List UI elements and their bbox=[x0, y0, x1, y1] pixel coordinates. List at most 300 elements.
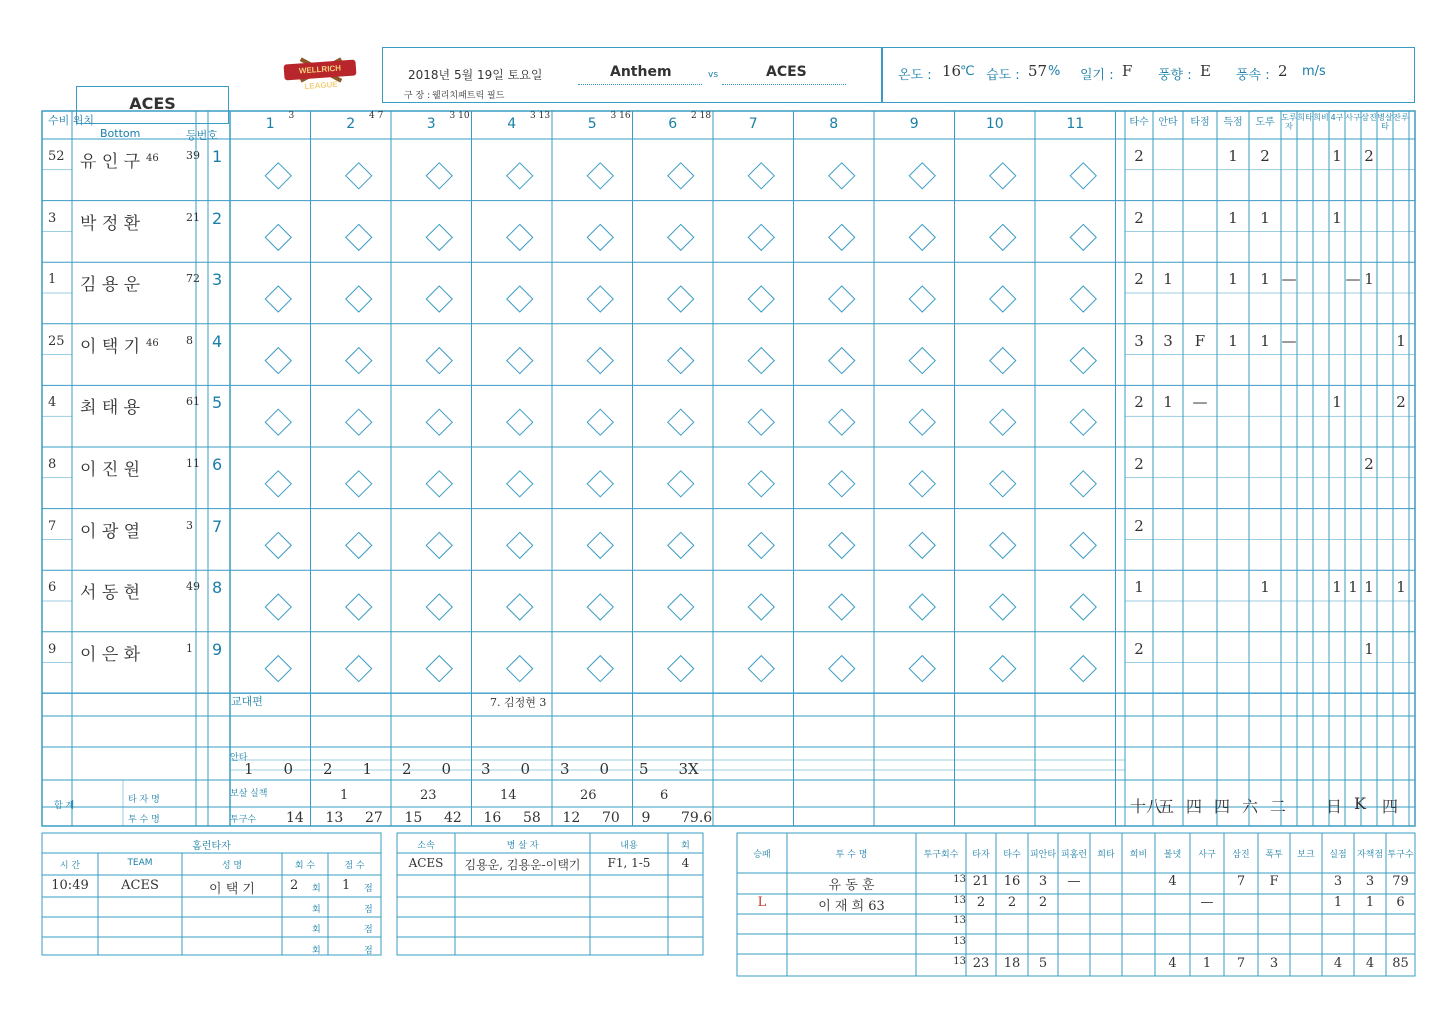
pitching-cell: 23 bbox=[972, 956, 990, 971]
pitchers-label: 투 수 명 bbox=[128, 815, 160, 825]
stat-header: 사구 bbox=[1345, 113, 1361, 122]
total-value: 四 bbox=[1186, 797, 1203, 816]
pitches-label: 투구수 bbox=[230, 815, 257, 825]
total-value: 日 bbox=[1326, 797, 1343, 816]
pitching-col-header: 희타 bbox=[1097, 850, 1115, 860]
base-diamond bbox=[1070, 471, 1096, 497]
hits-value: 0 bbox=[441, 760, 452, 778]
base-diamond bbox=[587, 409, 613, 435]
base-diamond bbox=[507, 224, 533, 250]
inning-header: 5 bbox=[587, 116, 597, 132]
stat-value: 1 bbox=[1332, 393, 1342, 412]
stat-value: 3 bbox=[1163, 331, 1173, 350]
humidity-unit: % bbox=[1048, 64, 1061, 79]
wind-dir-label: 풍향 : bbox=[1158, 68, 1192, 83]
pitching-cell: 3 bbox=[1333, 874, 1343, 889]
stat-header: 타점 bbox=[1190, 117, 1210, 128]
inning-header: 10 bbox=[985, 116, 1004, 132]
pitching-cell: 4 bbox=[1168, 956, 1177, 971]
dp-col-header: 내용 bbox=[620, 841, 638, 851]
stat-value: 1 bbox=[1332, 147, 1342, 165]
pitching-col-header: 볼넷 bbox=[1163, 850, 1182, 860]
pitching-col-header: 자책점 bbox=[1356, 850, 1384, 860]
hits-value: 3X bbox=[678, 760, 699, 778]
base-diamond bbox=[748, 409, 774, 435]
hits-value: 3 bbox=[560, 760, 570, 778]
base-diamond bbox=[748, 532, 774, 558]
stat-value: 1 bbox=[1396, 578, 1406, 597]
player-number: 21 bbox=[186, 210, 200, 224]
stat-value: — bbox=[1281, 270, 1297, 289]
weather-value: F bbox=[1122, 62, 1133, 80]
base-diamond bbox=[346, 224, 372, 250]
stat-header: 4구 bbox=[1330, 113, 1344, 122]
player-extra: 46 bbox=[146, 153, 159, 164]
stat-value: 1 bbox=[1260, 578, 1270, 597]
pitching-cell: 2 bbox=[976, 894, 986, 910]
stat-value: 1 bbox=[1364, 270, 1374, 289]
hr-points: 1 bbox=[342, 878, 351, 893]
pitching-cell: F bbox=[1269, 874, 1279, 889]
base-diamond bbox=[1070, 656, 1096, 682]
hits-value: 2 bbox=[402, 760, 412, 778]
pitching-cell: 3 bbox=[1365, 874, 1375, 889]
base-diamond bbox=[909, 471, 935, 497]
total-value: K bbox=[1354, 794, 1366, 813]
inning-header: 2 bbox=[346, 116, 356, 132]
base-diamond bbox=[426, 409, 452, 435]
stat-value: 1 bbox=[1396, 331, 1406, 350]
vs-label: vs bbox=[708, 70, 719, 80]
stat-value: 2 bbox=[1134, 393, 1144, 412]
stat-value: — bbox=[1281, 331, 1297, 350]
base-diamond bbox=[1070, 532, 1096, 558]
pitching-cell: 1 bbox=[1365, 894, 1375, 910]
base-diamond bbox=[507, 656, 533, 682]
pitching-col-header: 타자 bbox=[972, 850, 990, 860]
player-position: 25 bbox=[48, 333, 65, 349]
player-number: 61 bbox=[186, 395, 200, 409]
inning-header: 6 bbox=[668, 116, 678, 132]
base-diamond bbox=[587, 286, 613, 312]
pitch-count-value: 70 bbox=[602, 810, 620, 826]
home-team: Anthem bbox=[610, 64, 672, 80]
player-number: 3 bbox=[186, 518, 193, 532]
inning-header: 4 bbox=[507, 116, 517, 132]
logo-text: WELLRICH LEAGUE bbox=[284, 60, 357, 81]
player-number: 72 bbox=[186, 272, 200, 286]
hits-label: 안타 bbox=[230, 753, 248, 763]
hr-points-label: 점 bbox=[364, 925, 373, 935]
game-date: 2018년 5월 19일 토요일 bbox=[408, 68, 543, 82]
batting-order: 5 bbox=[212, 393, 223, 413]
stat-header: 삼진 bbox=[1361, 113, 1377, 122]
player-number: 39 bbox=[186, 149, 200, 162]
temp-value: 16 bbox=[942, 62, 962, 80]
base-diamond bbox=[829, 656, 855, 682]
errors-label: 실책 bbox=[250, 789, 268, 799]
inning-mark: 3 16 bbox=[610, 111, 631, 121]
player-name: 유 인 구 bbox=[80, 152, 141, 172]
base-diamond bbox=[426, 594, 452, 620]
total-value: 十八 bbox=[1130, 797, 1163, 816]
base-diamond bbox=[748, 286, 774, 312]
player-name: 이 진 원 bbox=[80, 460, 141, 480]
pitching-col-header: 희비 bbox=[1129, 850, 1148, 860]
pitching-cell: 이 재 희 63 bbox=[818, 898, 885, 914]
hits-value: 1 bbox=[362, 760, 373, 778]
error-value: 6 bbox=[660, 788, 669, 803]
batting-order: 9 bbox=[212, 639, 223, 659]
dp-cell: ACES bbox=[408, 856, 444, 870]
player-name: 이 택 기 bbox=[80, 336, 141, 357]
inning-header: 11 bbox=[1066, 116, 1085, 132]
player-position: 8 bbox=[48, 457, 57, 472]
humidity-value: 57 bbox=[1028, 62, 1048, 80]
stat-value: 1 bbox=[1332, 578, 1342, 597]
pitching-col-header: 투 수 명 bbox=[835, 850, 868, 860]
base-diamond bbox=[426, 224, 452, 250]
base-diamond bbox=[748, 224, 774, 250]
stat-value: 1 bbox=[1260, 208, 1270, 227]
base-diamond bbox=[909, 224, 935, 250]
hr-cell: 이 택 기 bbox=[209, 882, 255, 897]
player-name: 서 동 현 bbox=[80, 583, 141, 604]
pitching-cell: 4 bbox=[1365, 956, 1375, 971]
pitching-cell: 85 bbox=[1392, 956, 1409, 971]
error-value: 23 bbox=[420, 788, 437, 803]
base-diamond bbox=[668, 594, 694, 620]
pitch-count-value: 27 bbox=[365, 810, 383, 826]
base-diamond bbox=[346, 532, 372, 558]
hr-cell: 10:49 bbox=[51, 878, 89, 893]
pitch-count-value: 42 bbox=[444, 810, 462, 826]
wind-speed-value: 2 bbox=[1278, 62, 1288, 80]
inning-mark: 3 13 bbox=[530, 111, 551, 121]
stat-header: 타수 bbox=[1129, 117, 1149, 128]
inning-header: 3 bbox=[426, 116, 436, 132]
base-diamond bbox=[909, 656, 935, 682]
player-name: 김 용 운 bbox=[80, 275, 141, 296]
pitch-count-value: 13 bbox=[325, 810, 344, 826]
player-name: 최 태 용 bbox=[80, 398, 141, 419]
away-team: ACES bbox=[766, 64, 807, 80]
player-position: 1 bbox=[48, 272, 57, 288]
base-diamond bbox=[829, 163, 855, 189]
stat-value: 1 bbox=[1163, 393, 1173, 412]
base-diamond bbox=[990, 286, 1016, 312]
stat-value: 2 bbox=[1134, 147, 1144, 165]
pitching-col-header: 타수 bbox=[1003, 850, 1021, 860]
base-diamond bbox=[346, 471, 372, 497]
pitching-cell: 18 bbox=[1003, 956, 1021, 971]
walks-label: 보살 bbox=[230, 789, 248, 799]
pitching-cell: 3 bbox=[1038, 874, 1048, 889]
base-diamond bbox=[265, 532, 291, 558]
hr-cell: ACES bbox=[121, 878, 159, 893]
stat-value: 1 bbox=[1332, 208, 1342, 227]
hr-col-header: 성 명 bbox=[221, 861, 243, 871]
base-diamond bbox=[909, 409, 935, 435]
total-value: 四 bbox=[1214, 797, 1231, 816]
temp-unit: ℃ bbox=[960, 64, 975, 79]
stat-value: 2 bbox=[1134, 208, 1144, 227]
hr-points-label: 점 bbox=[364, 904, 373, 915]
error-value: 26 bbox=[580, 788, 597, 803]
pitching-cell: 21 bbox=[972, 874, 990, 889]
player-position: 9 bbox=[48, 641, 57, 657]
base-diamond bbox=[1070, 224, 1096, 250]
stat-value: 1 bbox=[1228, 147, 1238, 165]
error-value: 14 bbox=[500, 788, 517, 803]
stat-value: 1 bbox=[1134, 578, 1144, 597]
base-diamond bbox=[829, 348, 855, 374]
stat-value: 1 bbox=[1260, 270, 1270, 289]
total-value: 五 bbox=[1158, 797, 1175, 816]
dp-col-header: 소속 bbox=[417, 841, 435, 851]
hits-value: 0 bbox=[599, 760, 610, 778]
stat-value: 1 bbox=[1228, 208, 1238, 227]
player-number: 8 bbox=[186, 333, 193, 347]
base-diamond bbox=[587, 532, 613, 558]
pitching-cell: 1 bbox=[1333, 894, 1343, 910]
inning-header: 7 bbox=[748, 116, 758, 132]
num-header: 등번호 bbox=[186, 129, 218, 142]
dp-cell: F1, 1-5 bbox=[607, 856, 651, 870]
base-diamond bbox=[426, 163, 452, 189]
inning-mark: 3 bbox=[288, 111, 295, 121]
stat-value: 2 bbox=[1134, 639, 1144, 658]
base-diamond bbox=[507, 348, 533, 374]
temp-label: 온도 : bbox=[898, 68, 932, 83]
pitching-cell: 2 bbox=[1007, 894, 1017, 910]
base-diamond bbox=[346, 594, 372, 620]
inning-header: 9 bbox=[909, 116, 919, 132]
pitching-col-header: 투구수 bbox=[1387, 850, 1414, 860]
stat-value: — bbox=[1345, 270, 1361, 289]
stat-header: 도루자 bbox=[1281, 113, 1297, 131]
pitching-col-header: 승패 bbox=[753, 850, 771, 860]
wind-dir-value: E bbox=[1200, 62, 1211, 80]
pitching-cell: 2 bbox=[1038, 894, 1048, 910]
stat-value: 1 bbox=[1364, 578, 1374, 597]
total-value: 二 bbox=[1270, 797, 1287, 816]
stat-value: 2 bbox=[1364, 455, 1374, 473]
pitching-col-header: 폭투 bbox=[1265, 850, 1283, 860]
venue-name: 웰리치패트릭 필드 bbox=[432, 91, 505, 101]
base-diamond bbox=[587, 656, 613, 682]
base-diamond bbox=[829, 286, 855, 312]
stat-value: 1 bbox=[1228, 270, 1238, 289]
hr-inning-label: 회 bbox=[312, 904, 321, 915]
player-name: 박 정 환 bbox=[80, 213, 141, 234]
stat-value: 2 bbox=[1396, 393, 1406, 412]
base-diamond bbox=[748, 163, 774, 189]
player-extra: 46 bbox=[146, 337, 159, 349]
pitching-col-header: 피안타 bbox=[1029, 850, 1057, 860]
stat-header: 희타 bbox=[1297, 113, 1313, 122]
base-diamond bbox=[587, 348, 613, 374]
batting-order: 3 bbox=[212, 270, 223, 290]
base-diamond bbox=[829, 594, 855, 620]
base-diamond bbox=[1070, 286, 1096, 312]
pitching-col-header: 피홈런 bbox=[1060, 850, 1088, 860]
pitching-cell: 6 bbox=[1396, 894, 1405, 910]
player-number: 1 bbox=[186, 641, 193, 655]
base-diamond bbox=[909, 163, 935, 189]
pitch-count-value: 9 bbox=[641, 810, 651, 826]
pitching-cell: — bbox=[1200, 894, 1214, 910]
batting-grid-frame bbox=[42, 111, 1415, 826]
dp-col-header: 병 살 자 bbox=[506, 841, 539, 851]
base-diamond bbox=[829, 532, 855, 558]
base-diamond bbox=[990, 348, 1016, 374]
pitching-col-header: 보크 bbox=[1297, 850, 1315, 860]
pitching-cell: 7 bbox=[1236, 956, 1246, 971]
inning-header: 8 bbox=[829, 116, 839, 132]
hr-col-header: 점 수 bbox=[344, 861, 365, 871]
base-diamond bbox=[668, 348, 694, 374]
base-diamond bbox=[668, 409, 694, 435]
hr-inning: 2 bbox=[290, 878, 299, 893]
weather-label: 일기 : bbox=[1080, 68, 1114, 83]
pitching-cell: 13 bbox=[953, 935, 966, 947]
hits-value: 2 bbox=[323, 760, 333, 778]
base-diamond bbox=[346, 286, 372, 312]
pitching-cell: 13 bbox=[953, 874, 966, 885]
inning-mark: 4 7 bbox=[369, 111, 384, 121]
base-diamond bbox=[909, 348, 935, 374]
pitching-cell: — bbox=[1067, 874, 1081, 889]
base-diamond bbox=[265, 286, 291, 312]
base-diamond bbox=[668, 656, 694, 682]
base-diamond bbox=[909, 286, 935, 312]
team-name: ACES bbox=[129, 94, 176, 113]
hr-title: 홈런타자 bbox=[192, 841, 231, 852]
base-diamond bbox=[426, 348, 452, 374]
base-diamond bbox=[587, 471, 613, 497]
hits-value: 0 bbox=[283, 760, 294, 778]
hits-value: 0 bbox=[520, 760, 531, 778]
base-diamond bbox=[507, 163, 533, 189]
pitching-cell: 4 bbox=[1168, 874, 1177, 889]
base-diamond bbox=[748, 594, 774, 620]
wind-speed-label: 풍속 : bbox=[1236, 68, 1270, 83]
stat-header: 도루 bbox=[1255, 117, 1275, 128]
pitching-col-header: 삼진 bbox=[1232, 850, 1250, 860]
total-value: 六 bbox=[1242, 797, 1259, 816]
stat-value: 1 bbox=[1348, 578, 1358, 597]
base-diamond bbox=[1070, 348, 1096, 374]
stat-value: 2 bbox=[1134, 270, 1144, 289]
pitching-col-header: 투구회수 bbox=[923, 850, 959, 860]
pitching-cell: 13 bbox=[953, 915, 966, 926]
hr-col-header: TEAM bbox=[127, 858, 153, 868]
batting-order: 7 bbox=[212, 516, 223, 536]
stat-value: 2 bbox=[1260, 147, 1270, 165]
pitching-cell: 16 bbox=[1003, 874, 1021, 889]
stat-header: 잔루 bbox=[1393, 113, 1409, 122]
stat-header: 안타 bbox=[1158, 117, 1178, 128]
base-diamond bbox=[507, 409, 533, 435]
base-diamond bbox=[426, 471, 452, 497]
hits-value: 3 bbox=[481, 760, 491, 778]
hr-inning-label: 회 bbox=[312, 945, 321, 956]
sub-note: 7. 김정현 3 bbox=[490, 696, 547, 709]
base-diamond bbox=[1070, 594, 1096, 620]
base-diamond bbox=[990, 471, 1016, 497]
bottom-label: Bottom bbox=[100, 127, 141, 140]
hits-value: 1 bbox=[244, 760, 254, 778]
hr-points-label: 점 bbox=[364, 884, 373, 894]
base-diamond bbox=[346, 163, 372, 189]
batting-order: 4 bbox=[212, 331, 223, 351]
base-diamond bbox=[668, 224, 694, 250]
base-diamond bbox=[346, 348, 372, 374]
base-diamond bbox=[909, 594, 935, 620]
pitch-count-value: 79.6 bbox=[681, 810, 713, 826]
base-diamond bbox=[426, 532, 452, 558]
pitch-count-value: 14 bbox=[286, 810, 304, 826]
base-diamond bbox=[1070, 409, 1096, 435]
hr-col-header: 시 간 bbox=[59, 861, 81, 871]
sub-label: 교대편 bbox=[231, 695, 263, 708]
pitching-cell: 4 bbox=[1333, 956, 1343, 971]
base-diamond bbox=[990, 409, 1016, 435]
stat-value: 2 bbox=[1134, 455, 1144, 473]
base-diamond bbox=[668, 532, 694, 558]
pitching-cell: 1 bbox=[1202, 956, 1212, 971]
pitching-col-header: 사구 bbox=[1198, 850, 1216, 860]
base-diamond bbox=[748, 471, 774, 497]
base-diamond bbox=[507, 532, 533, 558]
pitch-count-value: 12 bbox=[562, 810, 581, 826]
base-diamond bbox=[990, 224, 1016, 250]
hr-points-label: 점 bbox=[364, 945, 373, 956]
stat-value: 2 bbox=[1364, 147, 1374, 165]
humidity-label: 습도 : bbox=[986, 68, 1020, 83]
dp-cell: 김용운, 김용운-이택기 bbox=[464, 858, 581, 872]
base-diamond bbox=[587, 163, 613, 189]
base-diamond bbox=[990, 594, 1016, 620]
stat-header: 득점 bbox=[1223, 117, 1243, 128]
base-diamond bbox=[265, 224, 291, 250]
stat-value: 1 bbox=[1260, 331, 1270, 350]
player-number: 49 bbox=[186, 580, 200, 594]
inning-header: 1 bbox=[265, 116, 275, 132]
base-diamond bbox=[346, 656, 372, 682]
base-diamond bbox=[990, 532, 1016, 558]
base-diamond bbox=[587, 594, 613, 620]
player-position: 3 bbox=[48, 210, 57, 226]
player-name: 이 은 화 bbox=[80, 644, 141, 665]
stat-header: 희비 bbox=[1313, 113, 1329, 122]
stat-value: 1 bbox=[1163, 270, 1173, 289]
dp-cell: 4 bbox=[681, 856, 690, 870]
base-diamond bbox=[346, 409, 372, 435]
batting-order: 8 bbox=[212, 578, 223, 598]
total-label: 합 계 bbox=[54, 801, 75, 811]
base-diamond bbox=[265, 656, 291, 682]
batting-order: 2 bbox=[212, 208, 223, 228]
player-position: 7 bbox=[48, 518, 57, 534]
pitch-count-value: 58 bbox=[523, 810, 541, 826]
batting-order: 6 bbox=[212, 455, 223, 474]
stat-value: 2 bbox=[1134, 516, 1144, 535]
stat-value: F bbox=[1194, 331, 1206, 350]
inning-mark: 2 18 bbox=[691, 111, 712, 121]
player-position: 52 bbox=[48, 149, 65, 164]
